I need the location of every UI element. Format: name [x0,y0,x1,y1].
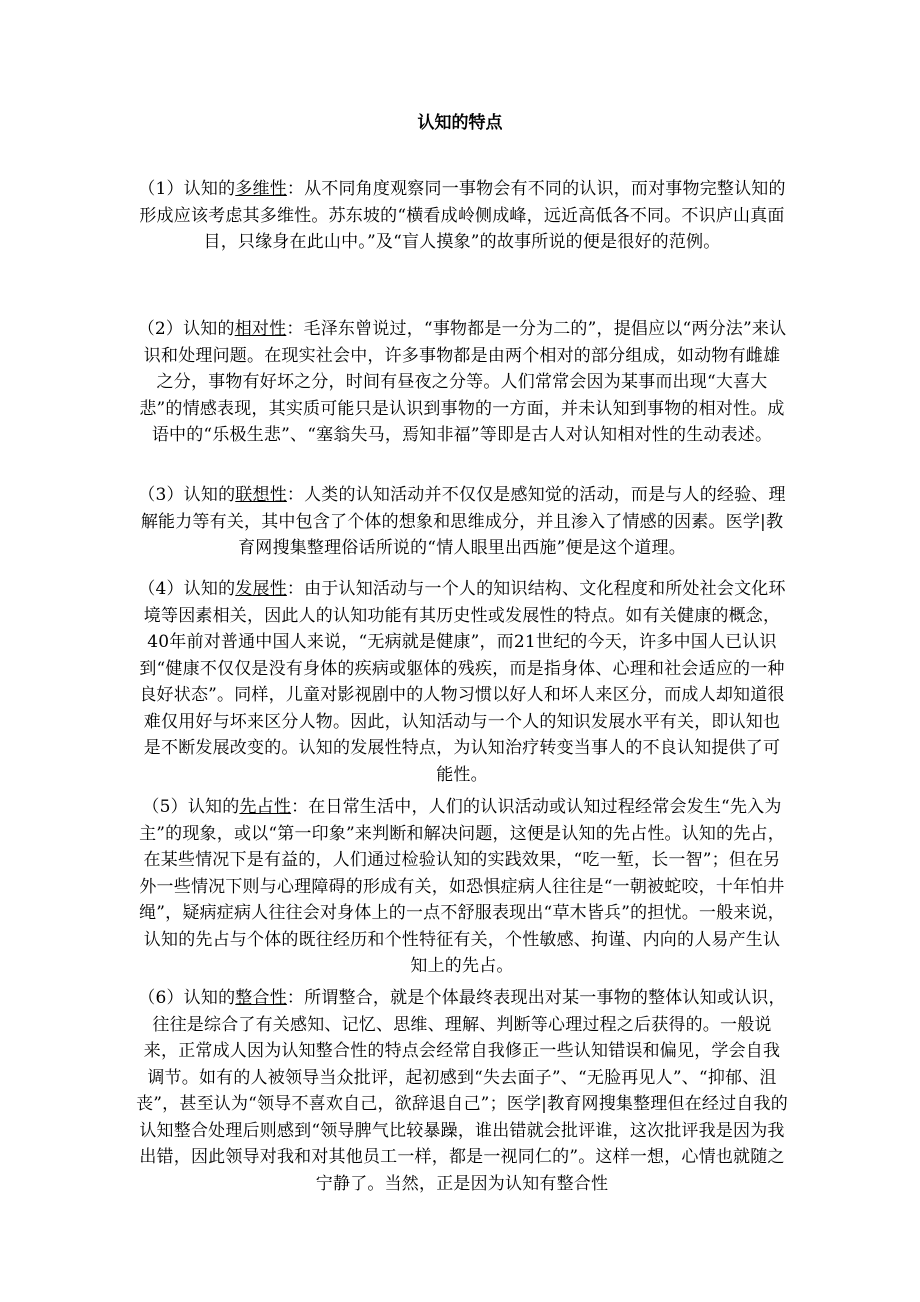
paragraph-multidimensional [136,176,788,256]
paragraph-prefix: （2）认知的 [137,319,235,339]
term-integration: 整合性 [235,988,287,1008]
paragraph-integration [136,985,788,1197]
paragraph-development [136,576,788,788]
paragraph-body: ：由于认知活动与一个人的知识结构、文化程度和所处社会文化环境等因素相关，因此人的认知功能有其历史性或发展性的特点。如有关健康的概念，40年前对普通中国人来说，“无病就是健康”，而21世纪的今天，许多中国人已认识到“健康不仅仅是没有身体的疾病或躯体的残疾，而是指身体、心理和社会适应的一种良好状态”。同样，儿童对影视剧中的人物习惯以好人和坏人来区分，而成人却知道很难仅用好与坏来区分人物。因此，认知活动与一个人的知识发展水平有关，即认知也是不断发展改变的。认知的发展性特点，为认知治疗转变当事人的不良认知提供了可能性。 [139,579,786,785]
paragraph-association [136,482,788,562]
paragraph-prefix: （1）认知的 [138,179,236,199]
paragraph-body: ：在日常生活中，人们的认识活动或认知过程经常会发生“先入为主”的现象，或以“第一印象”来判断和解决问题，这便是认知的先占性。认知的先占，在某些情况下是有益的，人们通过检验认知的实践效果，“吃一堑，长一智”；但在另外一些情况下则与心理障碍的形成有关，如恐惧症病人往往是“一朝被蛇咬，十年怕井绳”，疑病症病人往往会对身体上的一点不舒服表现出“草木皆兵”的担忧。一般来说，认知的先占与个体的既往经历和个性特征有关，个性敏感、拘谨、内向的人易产生认知上的先占。 [139,797,785,976]
paragraph-body: ：从不同角度观察同一事物会有不同的认识，而对事物完整认知的形成应该考虑其多维性。苏东坡的“横看成岭侧成峰，远近高低各不同。不识庐山真面目，只缘身在此山中。”及“盲人摸象”的故事所说的便是很好的范例。 [139,179,786,252]
term-multidimensional: 多维性 [235,179,287,199]
paragraph-relativity [136,316,788,449]
paragraph-body: ：人类的认知活动并不仅仅是感知觉的活动，而是与人的经验、理解能力等有关，其中包含了个体的想象和思维成分，并且渗入了情感的因素。医学|教育网搜集整理俗话所说的“情人眼里出西施”便是这个道理。 [140,485,786,558]
paragraph-body: ：毛泽东曾说过，“事物都是一分为二的”，提倡应以“两分法”来认识和处理问题。在现实社会中，许多事物都是由两个相对的部分组成，如动物有雌雄之分，事物有好坏之分，时间有昼夜之分等。人们常常会因为某事而出现“大喜大悲”的情感表现，其实质可能只是认识到事物的一方面，并未认知到事物的相对性。成语中的“乐极生悲”、“塞翁失马，焉知非福”等即是古人对认知相对性的生动表述。 [139,319,787,445]
paragraph-preoccupation [136,794,788,980]
page-title: 认知的特点 [417,113,503,133]
term-development: 发展性 [235,579,287,599]
paragraph-prefix: （4）认知的 [138,579,236,599]
paragraph-prefix: （5）认知的 [142,797,240,817]
paragraph-body: ：所谓整合，就是个体最终表现出对某一事物的整体认知或认识，往往是综合了有关感知、记忆、思维、理解、判断等心理过程之后获得的。一般说来，正常成人因为认知整合性的特点会经常自我修正一些认知错误和偏见，学会自我调节。如有的人被领导当众批评，起初感到“失去面子”、“无脸再见人”、“抑郁、沮丧”，甚至认为“领导不喜欢自己，欲辞退自己”；医学|教育网搜集整理但在经过自我的认知整合处理后则感到“领导脾气比较暴躁，谁出错就会批评谁，这次批评我是因为我出错，因此领导对我和对其他员工一样，都是一视同仁的”。这样一想，心情也就随之宁静了。当然，正是因为认知有整合性 [136,988,788,1194]
paragraph-prefix: （6）认知的 [138,988,236,1008]
term-association: 联想性 [235,485,287,505]
term-preoccupation: 先占性 [239,797,292,817]
paragraph-prefix: （3）认知的 [138,485,236,505]
term-relativity: 相对性 [234,319,287,339]
